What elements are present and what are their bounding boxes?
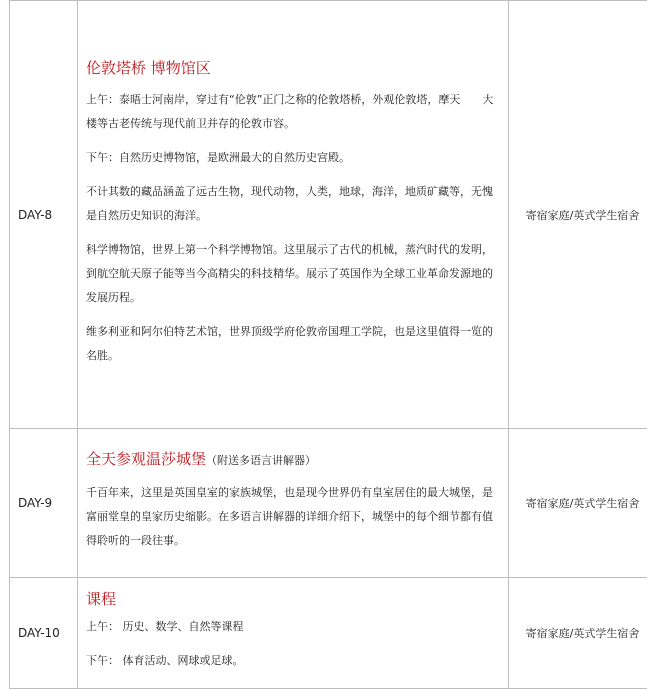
paragraph: 下午：自然历史博物馆，是欧洲最大的自然历史宫殿。 [86,146,498,170]
paragraph: 下午： 体育活动、网球或足球。 [86,649,498,673]
accommodation-cell: 寄宿家庭/英式学生宿舍 [509,429,647,578]
day-label: DAY-8 [10,1,78,429]
table-row [10,578,647,689]
day-title [86,58,498,78]
paragraph: 维多利亚和阿尔伯特艺术馆，世界顶级学府伦敦帝国理工学院，也是这里值得一览的名胜。 [86,320,498,368]
day-title [86,449,498,471]
paragraph: 千百年来，这里是英国皇室的家族城堡，也是现今世界仍有皇室居住的最大城堡，是富丽堂皇的皇家历史缩影。在多语言讲解器的详细介绍下，城堡中的每个细节都有值得聆听的一段往事。 [86,481,498,553]
paragraph: 上午：泰晤士河南岸，穿过有“伦敦”正门之称的伦敦塔桥，外观伦敦塔，摩天 大楼等古老传统与现代前卫并存的伦敦市容。 [86,88,498,136]
day-content [78,578,509,689]
itinerary-table [9,0,647,689]
day-label: DAY-10 [10,578,78,689]
table-row [10,429,647,578]
paragraph: 不计其数的藏品涵盖了远古生物，现代动物，人类，地球，海洋，地质矿藏等，无愧是自然历史知识的海洋。 [86,180,498,228]
accommodation-cell: 寄宿家庭/英式学生宿舍 [509,1,647,429]
day-content [78,1,509,429]
paragraph: 科学博物馆，世界上第一个科学博物馆。这里展示了古代的机械，蒸汽时代的发明，到航空航天原子能等当今高精尖的科技精华。展示了英国作为全球工业革命发源地的发展历程。 [86,238,498,310]
day-title-text: 伦敦塔桥 博物馆区 [86,59,211,77]
day-label: DAY-9 [10,429,78,578]
day-title [86,589,498,609]
day-title-text: 课程 [86,590,116,608]
accommodation-cell: 寄宿家庭/英式学生宿舍 [509,578,647,689]
table-row [10,1,647,429]
day-title-text: 全天参观温莎城堡 [86,450,206,468]
title-note: （附送多语言讲解器） [206,454,316,467]
paragraph: 上午： 历史、数学、自然等课程 [86,615,498,639]
day-content [78,429,509,578]
